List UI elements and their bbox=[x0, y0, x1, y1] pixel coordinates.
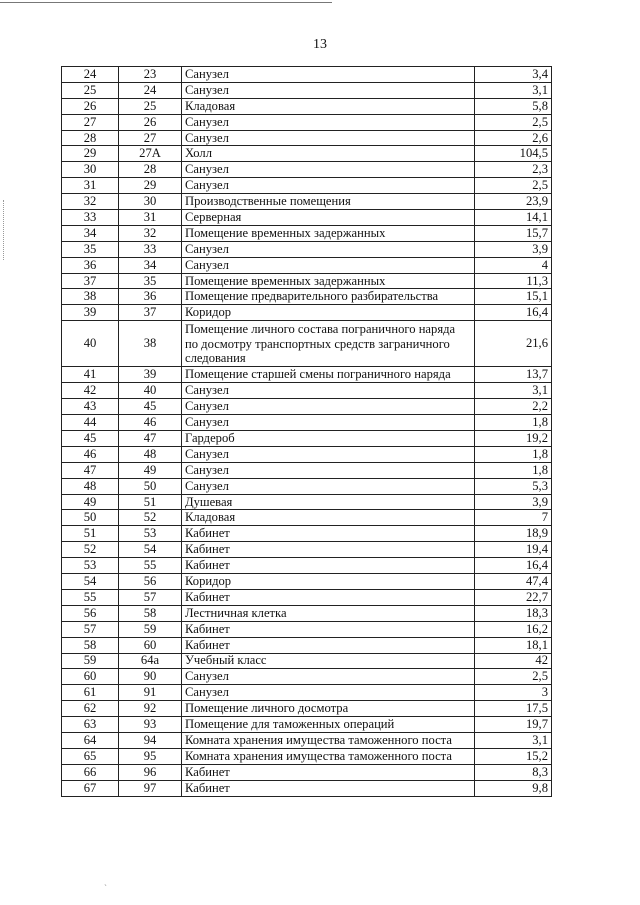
room-number: 35 bbox=[119, 273, 182, 289]
room-area: 9,8 bbox=[475, 780, 552, 796]
room-area: 3,1 bbox=[475, 383, 552, 399]
room-area: 2,5 bbox=[475, 178, 552, 194]
row-index: 38 bbox=[62, 289, 119, 305]
room-area: 14,1 bbox=[475, 210, 552, 226]
table-row bbox=[62, 367, 552, 383]
table-row bbox=[62, 574, 552, 590]
row-index: 48 bbox=[62, 478, 119, 494]
room-area: 2,2 bbox=[475, 399, 552, 415]
room-name: Помещение предварительного разбирательства bbox=[182, 289, 475, 305]
room-number: 53 bbox=[119, 526, 182, 542]
room-area: 1,8 bbox=[475, 415, 552, 431]
room-name: Учебный класс bbox=[182, 653, 475, 669]
room-name: Комната хранения имущества таможенного поста bbox=[182, 748, 475, 764]
premises-table-body bbox=[62, 67, 552, 797]
room-number: 50 bbox=[119, 478, 182, 494]
table-row bbox=[62, 431, 552, 447]
room-name: Санузел bbox=[182, 462, 475, 478]
room-name: Помещение личного досмотра bbox=[182, 701, 475, 717]
room-name: Помещение временных задержанных bbox=[182, 225, 475, 241]
room-area: 7 bbox=[475, 510, 552, 526]
room-area: 8,3 bbox=[475, 764, 552, 780]
row-index: 36 bbox=[62, 257, 119, 273]
room-name: Гардероб bbox=[182, 431, 475, 447]
room-area: 16,4 bbox=[475, 305, 552, 321]
row-index: 40 bbox=[62, 321, 119, 367]
room-number: 60 bbox=[119, 637, 182, 653]
table-row bbox=[62, 780, 552, 796]
table-row bbox=[62, 748, 552, 764]
room-number: 34 bbox=[119, 257, 182, 273]
room-number: 27А bbox=[119, 146, 182, 162]
room-area: 22,7 bbox=[475, 589, 552, 605]
table-row bbox=[62, 494, 552, 510]
row-index: 61 bbox=[62, 685, 119, 701]
room-area: 3,9 bbox=[475, 494, 552, 510]
table-row bbox=[62, 653, 552, 669]
row-index: 32 bbox=[62, 194, 119, 210]
room-name: Санузел bbox=[182, 257, 475, 273]
room-name: Санузел bbox=[182, 114, 475, 130]
table-row bbox=[62, 225, 552, 241]
room-number: 56 bbox=[119, 574, 182, 590]
room-number: 29 bbox=[119, 178, 182, 194]
row-index: 34 bbox=[62, 225, 119, 241]
room-name: Лестничная клетка bbox=[182, 605, 475, 621]
room-name: Санузел bbox=[182, 130, 475, 146]
table-row bbox=[62, 526, 552, 542]
row-index: 29 bbox=[62, 146, 119, 162]
table-row bbox=[62, 732, 552, 748]
room-area: 3 bbox=[475, 685, 552, 701]
room-name: Санузел bbox=[182, 478, 475, 494]
room-number: 23 bbox=[119, 67, 182, 83]
room-number: 54 bbox=[119, 542, 182, 558]
row-index: 56 bbox=[62, 605, 119, 621]
premises-table bbox=[61, 66, 552, 797]
room-area: 18,1 bbox=[475, 637, 552, 653]
table-row bbox=[62, 685, 552, 701]
room-name: Помещение для таможенных операций bbox=[182, 717, 475, 733]
room-name: Санузел bbox=[182, 669, 475, 685]
room-number: 47 bbox=[119, 431, 182, 447]
room-area: 1,8 bbox=[475, 462, 552, 478]
room-area: 15,1 bbox=[475, 289, 552, 305]
room-area: 23,9 bbox=[475, 194, 552, 210]
room-name: Санузел bbox=[182, 82, 475, 98]
room-area: 19,4 bbox=[475, 542, 552, 558]
row-index: 46 bbox=[62, 446, 119, 462]
top-rule bbox=[0, 2, 332, 3]
room-number: 52 bbox=[119, 510, 182, 526]
room-number: 25 bbox=[119, 98, 182, 114]
row-index: 58 bbox=[62, 637, 119, 653]
row-index: 64 bbox=[62, 732, 119, 748]
binding-marks bbox=[3, 200, 10, 260]
room-area: 18,3 bbox=[475, 605, 552, 621]
table-row bbox=[62, 146, 552, 162]
room-number: 51 bbox=[119, 494, 182, 510]
room-name: Серверная bbox=[182, 210, 475, 226]
room-number: 24 bbox=[119, 82, 182, 98]
row-index: 43 bbox=[62, 399, 119, 415]
table-row bbox=[62, 178, 552, 194]
row-index: 66 bbox=[62, 764, 119, 780]
row-index: 37 bbox=[62, 273, 119, 289]
table-row bbox=[62, 589, 552, 605]
table-row bbox=[62, 98, 552, 114]
table-row bbox=[62, 510, 552, 526]
table-row bbox=[62, 478, 552, 494]
room-name: Кладовая bbox=[182, 510, 475, 526]
stray-mark: ` bbox=[104, 883, 107, 893]
room-number: 26 bbox=[119, 114, 182, 130]
room-number: 64а bbox=[119, 653, 182, 669]
row-index: 57 bbox=[62, 621, 119, 637]
room-area: 21,6 bbox=[475, 321, 552, 367]
row-index: 25 bbox=[62, 82, 119, 98]
row-index: 62 bbox=[62, 701, 119, 717]
room-number: 57 bbox=[119, 589, 182, 605]
room-number: 95 bbox=[119, 748, 182, 764]
room-number: 37 bbox=[119, 305, 182, 321]
room-area: 19,7 bbox=[475, 717, 552, 733]
room-area: 3,1 bbox=[475, 732, 552, 748]
table-row bbox=[62, 162, 552, 178]
room-number: 39 bbox=[119, 367, 182, 383]
room-name: Кабинет bbox=[182, 637, 475, 653]
room-name: Кабинет bbox=[182, 780, 475, 796]
room-name: Санузел bbox=[182, 162, 475, 178]
room-number: 49 bbox=[119, 462, 182, 478]
room-number: 48 bbox=[119, 446, 182, 462]
room-name: Кладовая bbox=[182, 98, 475, 114]
row-index: 45 bbox=[62, 431, 119, 447]
table-row bbox=[62, 210, 552, 226]
table-row bbox=[62, 764, 552, 780]
room-area: 2,6 bbox=[475, 130, 552, 146]
row-index: 51 bbox=[62, 526, 119, 542]
room-area: 17,5 bbox=[475, 701, 552, 717]
table-row bbox=[62, 82, 552, 98]
room-number: 59 bbox=[119, 621, 182, 637]
room-area: 3,1 bbox=[475, 82, 552, 98]
room-name: Кабинет bbox=[182, 621, 475, 637]
page-number: 13 bbox=[313, 37, 327, 52]
room-area: 11,3 bbox=[475, 273, 552, 289]
room-number: 97 bbox=[119, 780, 182, 796]
row-index: 26 bbox=[62, 98, 119, 114]
row-index: 24 bbox=[62, 67, 119, 83]
room-number: 92 bbox=[119, 701, 182, 717]
row-index: 49 bbox=[62, 494, 119, 510]
table-row bbox=[62, 701, 552, 717]
row-index: 60 bbox=[62, 669, 119, 685]
row-index: 52 bbox=[62, 542, 119, 558]
room-name: Кабинет bbox=[182, 589, 475, 605]
room-number: 90 bbox=[119, 669, 182, 685]
row-index: 47 bbox=[62, 462, 119, 478]
room-number: 27 bbox=[119, 130, 182, 146]
room-number: 58 bbox=[119, 605, 182, 621]
row-index: 59 bbox=[62, 653, 119, 669]
room-name: Кабинет bbox=[182, 558, 475, 574]
row-index: 67 bbox=[62, 780, 119, 796]
room-area: 13,7 bbox=[475, 367, 552, 383]
table-row bbox=[62, 605, 552, 621]
room-name: Коридор bbox=[182, 305, 475, 321]
table-row bbox=[62, 415, 552, 431]
room-area: 2,5 bbox=[475, 114, 552, 130]
room-number: 33 bbox=[119, 241, 182, 257]
room-name: Помещение личного состава пограничного наряда по досмотру транспортных средств заграничного следования bbox=[182, 321, 475, 367]
row-index: 28 bbox=[62, 130, 119, 146]
room-number: 36 bbox=[119, 289, 182, 305]
row-index: 42 bbox=[62, 383, 119, 399]
row-index: 41 bbox=[62, 367, 119, 383]
table-row bbox=[62, 383, 552, 399]
room-name: Санузел bbox=[182, 67, 475, 83]
table-row bbox=[62, 130, 552, 146]
room-number: 55 bbox=[119, 558, 182, 574]
row-index: 44 bbox=[62, 415, 119, 431]
room-name: Душевая bbox=[182, 494, 475, 510]
room-area: 16,4 bbox=[475, 558, 552, 574]
room-name: Кабинет bbox=[182, 764, 475, 780]
table-row bbox=[62, 669, 552, 685]
table-row bbox=[62, 257, 552, 273]
room-number: 45 bbox=[119, 399, 182, 415]
room-number: 46 bbox=[119, 415, 182, 431]
row-index: 65 bbox=[62, 748, 119, 764]
row-index: 31 bbox=[62, 178, 119, 194]
room-number: 96 bbox=[119, 764, 182, 780]
table-row bbox=[62, 321, 552, 367]
room-area: 5,3 bbox=[475, 478, 552, 494]
room-area: 2,5 bbox=[475, 669, 552, 685]
room-name: Санузел bbox=[182, 178, 475, 194]
room-name: Санузел bbox=[182, 446, 475, 462]
room-area: 104,5 bbox=[475, 146, 552, 162]
room-name: Холл bbox=[182, 146, 475, 162]
table-row bbox=[62, 399, 552, 415]
row-index: 55 bbox=[62, 589, 119, 605]
table-row bbox=[62, 717, 552, 733]
room-area: 5,8 bbox=[475, 98, 552, 114]
room-name: Санузел bbox=[182, 383, 475, 399]
table-row bbox=[62, 621, 552, 637]
room-number: 94 bbox=[119, 732, 182, 748]
room-area: 18,9 bbox=[475, 526, 552, 542]
room-area: 1,8 bbox=[475, 446, 552, 462]
room-name: Помещение старшей смены пограничного наряда bbox=[182, 367, 475, 383]
table-row bbox=[62, 67, 552, 83]
room-area: 3,4 bbox=[475, 67, 552, 83]
room-name: Производственные помещения bbox=[182, 194, 475, 210]
room-name: Санузел bbox=[182, 241, 475, 257]
row-index: 63 bbox=[62, 717, 119, 733]
table-row bbox=[62, 273, 552, 289]
table-row bbox=[62, 114, 552, 130]
room-number: 28 bbox=[119, 162, 182, 178]
row-index: 30 bbox=[62, 162, 119, 178]
row-index: 50 bbox=[62, 510, 119, 526]
row-index: 39 bbox=[62, 305, 119, 321]
room-name: Кабинет bbox=[182, 542, 475, 558]
table-row bbox=[62, 194, 552, 210]
room-area: 15,2 bbox=[475, 748, 552, 764]
room-area: 47,4 bbox=[475, 574, 552, 590]
table-row bbox=[62, 289, 552, 305]
room-number: 91 bbox=[119, 685, 182, 701]
room-name: Коридор bbox=[182, 574, 475, 590]
room-area: 2,3 bbox=[475, 162, 552, 178]
room-name: Кабинет bbox=[182, 526, 475, 542]
table-row bbox=[62, 542, 552, 558]
room-name: Помещение временных задержанных bbox=[182, 273, 475, 289]
row-index: 27 bbox=[62, 114, 119, 130]
room-number: 32 bbox=[119, 225, 182, 241]
row-index: 53 bbox=[62, 558, 119, 574]
table-row bbox=[62, 637, 552, 653]
table-row bbox=[62, 462, 552, 478]
room-area: 16,2 bbox=[475, 621, 552, 637]
room-area: 3,9 bbox=[475, 241, 552, 257]
row-index: 33 bbox=[62, 210, 119, 226]
room-area: 42 bbox=[475, 653, 552, 669]
room-area: 19,2 bbox=[475, 431, 552, 447]
table-row bbox=[62, 558, 552, 574]
room-number: 40 bbox=[119, 383, 182, 399]
table-row bbox=[62, 305, 552, 321]
room-number: 30 bbox=[119, 194, 182, 210]
table-row bbox=[62, 241, 552, 257]
room-number: 31 bbox=[119, 210, 182, 226]
room-number: 38 bbox=[119, 321, 182, 367]
room-name: Санузел bbox=[182, 399, 475, 415]
room-name: Санузел bbox=[182, 415, 475, 431]
room-area: 15,7 bbox=[475, 225, 552, 241]
table-row bbox=[62, 446, 552, 462]
row-index: 54 bbox=[62, 574, 119, 590]
room-name: Санузел bbox=[182, 685, 475, 701]
room-name: Комната хранения имущества таможенного поста bbox=[182, 732, 475, 748]
room-number: 93 bbox=[119, 717, 182, 733]
room-area: 4 bbox=[475, 257, 552, 273]
row-index: 35 bbox=[62, 241, 119, 257]
